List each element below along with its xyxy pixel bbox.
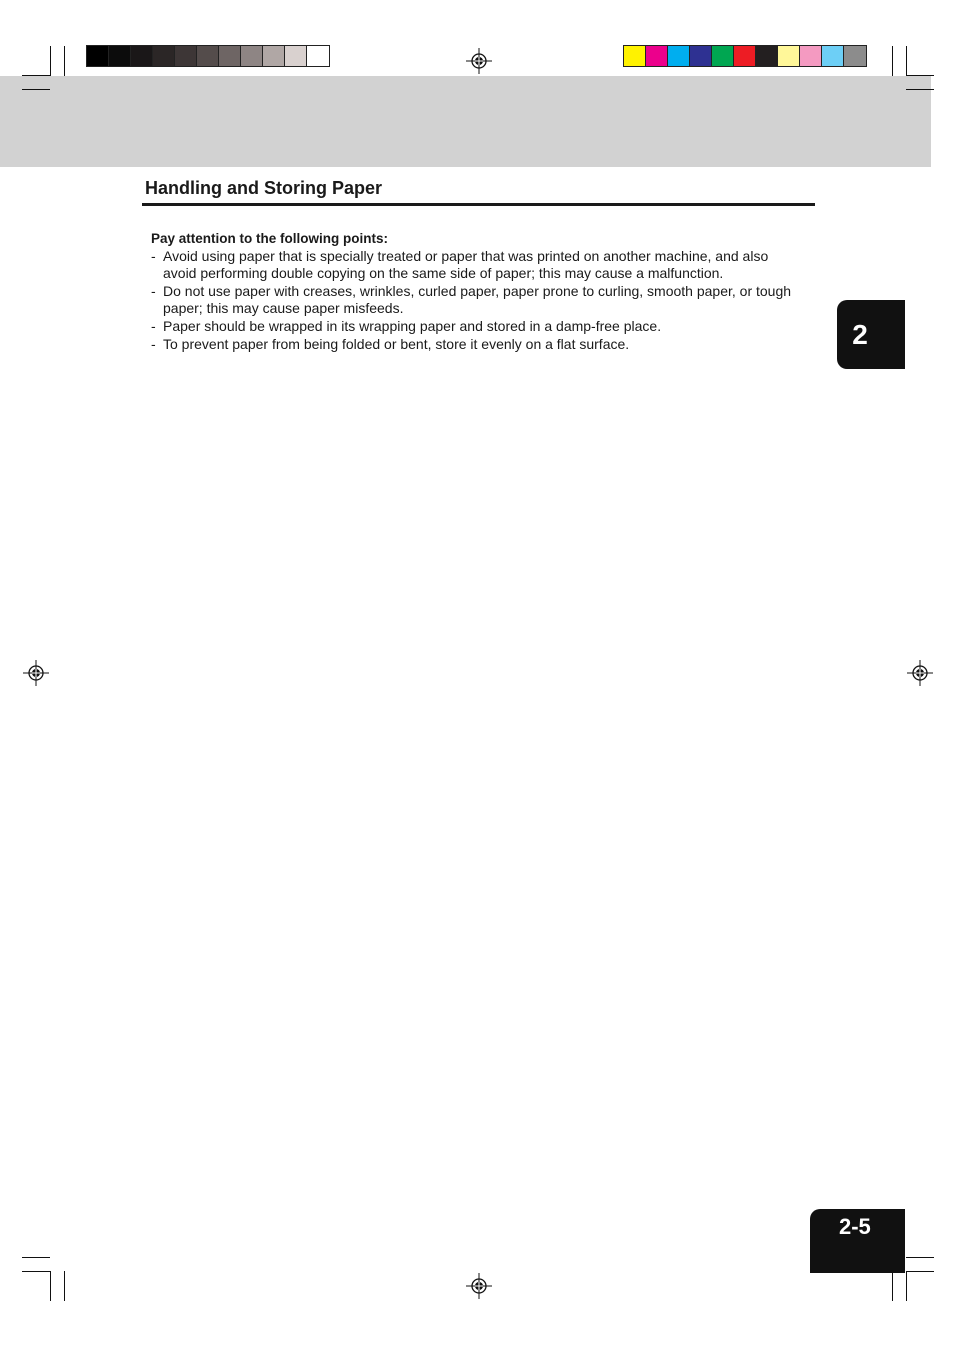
chapter-tab xyxy=(837,300,905,369)
color-swatch xyxy=(219,46,241,66)
crop-mark xyxy=(906,46,907,76)
color-swatch xyxy=(646,46,668,66)
color-swatch xyxy=(241,46,263,66)
color-swatch xyxy=(131,46,153,66)
title-rule xyxy=(142,203,815,206)
crop-mark xyxy=(892,1271,893,1301)
color-swatch xyxy=(822,46,844,66)
crop-mark xyxy=(906,89,934,90)
notes-list xyxy=(151,248,801,354)
list-item-text: Do not use paper with creases, wrinkles, curled paper, paper prone to curling, smooth paper, or tough paper; this may cause paper misfeeds. xyxy=(163,282,792,317)
list-item-text: Avoid using paper that is specially treated or paper that was printed on another machine, and also avoid performing double copying on the same side of paper; this may cause a malfunction. xyxy=(163,247,769,282)
list-item: - Avoid using paper that is specially treated or paper that was printed on another machine, and also avoid performing double copying on the same side of paper; this may cause a malfunction. xyxy=(151,247,769,282)
section-title: Handling and Storing Paper xyxy=(145,178,383,198)
color-swatch xyxy=(263,46,285,66)
color-swatch xyxy=(778,46,800,66)
crop-mark xyxy=(22,75,50,76)
crop-mark xyxy=(64,46,65,76)
crop-mark xyxy=(906,1257,934,1258)
registration-mark-icon xyxy=(466,48,492,74)
color-swatch xyxy=(175,46,197,66)
color-swatch-strip xyxy=(623,45,867,67)
crop-mark xyxy=(50,46,51,76)
notes-lead: Pay attention to the following points: xyxy=(151,231,388,246)
color-swatch xyxy=(690,46,712,66)
crop-mark xyxy=(906,1271,907,1301)
registration-mark-icon xyxy=(907,660,933,686)
crop-mark xyxy=(906,75,934,76)
crop-mark xyxy=(906,1271,934,1272)
color-swatch xyxy=(87,46,109,66)
list-item: - Paper should be wrapped in its wrapping paper and stored in a damp-free place. xyxy=(151,317,662,334)
registration-mark-icon xyxy=(23,660,49,686)
crop-mark xyxy=(22,1271,50,1272)
crop-mark xyxy=(22,1257,50,1258)
crop-mark xyxy=(22,89,50,90)
list-item: - To prevent paper from being folded or bent, store it evenly on a flat surface. xyxy=(151,335,630,352)
color-swatch xyxy=(712,46,734,66)
color-swatch xyxy=(800,46,822,66)
color-swatch xyxy=(734,46,756,66)
color-swatch xyxy=(844,46,866,66)
color-swatch xyxy=(285,46,307,66)
list-item: - Do not use paper with creases, wrinkles, curled paper, paper prone to curling, smooth paper, or tough paper; this may cause paper misfeeds. xyxy=(151,282,792,317)
notes-block xyxy=(151,230,801,353)
registration-mark-icon xyxy=(466,1273,492,1299)
color-swatch xyxy=(307,46,329,66)
color-swatch xyxy=(197,46,219,66)
page-number-label: 2-5 xyxy=(839,1214,871,1239)
color-swatch xyxy=(109,46,131,66)
header-band xyxy=(0,76,931,167)
list-item-text: To prevent paper from being folded or bent, store it evenly on a flat surface. xyxy=(163,335,630,352)
crop-mark xyxy=(64,1271,65,1301)
crop-mark xyxy=(50,1271,51,1301)
color-swatch xyxy=(624,46,646,66)
grayscale-swatch-strip xyxy=(86,45,330,67)
page-number xyxy=(810,1209,905,1273)
chapter-tab-label: 2 xyxy=(852,318,868,350)
color-swatch xyxy=(756,46,778,66)
list-item-text: Paper should be wrapped in its wrapping paper and stored in a damp-free place. xyxy=(163,317,662,334)
color-swatch xyxy=(153,46,175,66)
crop-mark xyxy=(892,46,893,76)
color-swatch xyxy=(668,46,690,66)
